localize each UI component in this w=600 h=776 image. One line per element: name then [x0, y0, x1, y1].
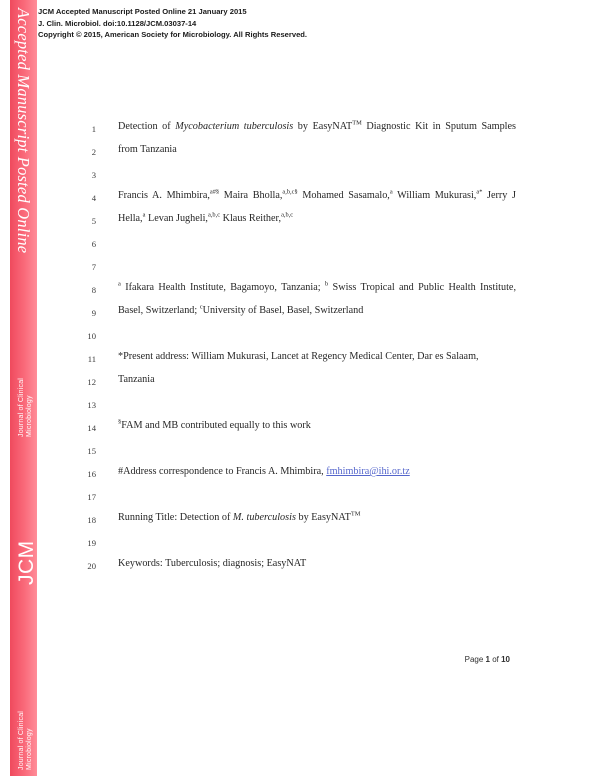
- manuscript-line: [80, 120, 520, 143]
- header-doi-line: J. Clin. Microbiol. doi:10.1128/JCM.03037-14: [38, 18, 197, 28]
- line-number: 20: [87, 561, 96, 571]
- line-number: 10: [87, 331, 96, 341]
- author-affiliation-marker-7: a,b,c: [281, 211, 294, 219]
- manuscript-line: [80, 143, 520, 166]
- line-number: 8: [91, 285, 96, 295]
- running-title-species: M. tuberculosis: [232, 512, 296, 523]
- corresponding-author-email-link[interactable]: fmhimbira@ihi.or.tz: [326, 466, 410, 477]
- author-name-4: William Mukurasi,: [392, 190, 477, 201]
- keywords-line: Keywords: Tuberculosis; diagnosis; EasyNAT: [118, 558, 307, 569]
- manuscript-line: [80, 557, 520, 580]
- author-affiliation-marker-2: a,b,c§: [282, 188, 298, 196]
- title-part-1: Detection of: [118, 121, 176, 132]
- author-name-7: Klaus Reither,: [220, 213, 282, 224]
- line-number: 16: [87, 469, 96, 479]
- manuscript-line: [80, 465, 520, 488]
- line-number: 7: [91, 262, 96, 272]
- line-number: 14: [87, 423, 96, 433]
- line-number: 17: [87, 492, 96, 502]
- manuscript-line: [80, 511, 520, 534]
- affiliations-line-2: [118, 304, 518, 318]
- affiliation-text-a: Ifakara Health Institute, Bagamoyo, Tanzania;: [120, 282, 325, 293]
- line-number: 9: [91, 308, 96, 318]
- publication-header: [38, 6, 468, 41]
- present-address-line-2: Tanzania: [118, 374, 155, 385]
- line-number: 15: [87, 446, 96, 456]
- equal-contribution-text: FAM and MB contributed equally to this work: [121, 420, 311, 431]
- footer-current-page: 1: [485, 655, 490, 664]
- line-number: 1: [91, 124, 96, 134]
- banner-jcm-logo-text: JCM: [15, 540, 38, 585]
- affiliation-marker-c: c: [199, 303, 203, 311]
- affiliation-marker-b: b: [324, 280, 329, 288]
- author-affiliation-marker-6: a,b,c: [207, 211, 221, 219]
- author-affiliation-marker-4: a*: [476, 188, 483, 196]
- running-title-prefix: Running Title: Detection of: [118, 512, 233, 523]
- author-affiliation-marker-3: a: [389, 188, 393, 196]
- title-line-1: [118, 120, 516, 134]
- equal-contribution-marker: §: [118, 418, 122, 426]
- line-number: 3: [91, 170, 96, 180]
- running-title-line: [118, 511, 518, 525]
- page-number-footer: [0, 655, 510, 664]
- manuscript-line: [80, 235, 520, 258]
- title-trademark-symbol: TM: [352, 119, 362, 127]
- author-name-5-surname: Hella,: [118, 213, 143, 224]
- manuscript-line: [80, 396, 520, 419]
- authors-line-1: [118, 189, 516, 203]
- line-number: 11: [87, 354, 96, 364]
- present-address-line-1: *Present address: William Mukurasi, Lancet at Regency Medical Center, Dar es Salaam,: [118, 351, 479, 362]
- author-affiliation-marker-5: a: [142, 211, 146, 219]
- line-number: 4: [91, 193, 96, 203]
- affiliation-marker-a: a: [118, 280, 121, 288]
- banner-journal-name-bottom: Journal of Clinical Microbiology: [17, 710, 33, 770]
- author-name-5: Jerry J: [482, 190, 516, 201]
- manuscript-line: [80, 327, 520, 350]
- title-line-2: from Tanzania: [118, 144, 177, 155]
- line-number: 6: [91, 239, 96, 249]
- manuscript-line: [80, 304, 520, 327]
- line-number: 12: [87, 377, 96, 387]
- author-affiliation-marker-1: a#§: [209, 188, 220, 196]
- line-number: 13: [87, 400, 96, 410]
- manuscript-line: [80, 488, 520, 511]
- running-title-suffix: by EasyNAT: [295, 512, 351, 523]
- manuscript-line: [80, 189, 520, 212]
- title-species-name: Mycobacterium tuberculosis: [175, 121, 294, 132]
- line-number: 2: [91, 147, 96, 157]
- manuscript-body: [80, 120, 520, 580]
- affiliation-text-b-cont: Basel, Switzerland;: [118, 305, 200, 316]
- equal-contribution-note: [118, 419, 518, 433]
- title-part-2: by EasyNAT: [293, 121, 353, 132]
- manuscript-line: [80, 166, 520, 189]
- line-number: 19: [87, 538, 96, 548]
- title-part-3: Diagnostic Kit in Sputum Samples: [361, 121, 516, 132]
- footer-prefix: Page: [464, 655, 486, 664]
- affiliation-text-b: Swiss Tropical and Public Health Institute,: [328, 282, 516, 293]
- author-name-3: Mohamed Sasamalo,: [297, 190, 390, 201]
- line-number: 5: [91, 216, 96, 226]
- author-name-2: Maira Bholla,: [219, 190, 283, 201]
- manuscript-line: [80, 534, 520, 557]
- authors-line-2: [118, 212, 518, 226]
- manuscript-line: [80, 212, 520, 235]
- author-name-1: Francis A. Mhimbira,: [118, 190, 210, 201]
- manuscript-line: [80, 373, 520, 396]
- correspondence-text: #Address correspondence to Francis A. Mhimbira,: [118, 466, 327, 477]
- manuscript-line: [80, 419, 520, 442]
- running-title-trademark-symbol: TM: [350, 510, 361, 518]
- manuscript-line: [80, 281, 520, 304]
- manuscript-line: [80, 350, 520, 373]
- correspondence-line: [118, 465, 518, 479]
- affiliations-line-1: [118, 281, 516, 295]
- line-number: 18: [87, 515, 96, 525]
- banner-accepted-manuscript-text: Accepted Manuscript Posted Online: [13, 8, 33, 254]
- header-posted-online-line: JCM Accepted Manuscript Posted Online 21 January 2015: [38, 7, 247, 16]
- affiliation-text-c: University of Basel, Basel, Switzerland: [202, 305, 364, 316]
- manuscript-line: [80, 442, 520, 465]
- footer-middle: of: [489, 655, 502, 664]
- banner-journal-name-top: Journal of Clinical Microbiology: [17, 377, 33, 437]
- manuscript-line: [80, 258, 520, 281]
- author-name-6: Levan Jugheli,: [145, 213, 208, 224]
- header-copyright-line: Copyright © 2015, American Society for Microbiology. All Rights Reserved.: [38, 30, 308, 40]
- footer-total-pages: 10: [501, 655, 510, 664]
